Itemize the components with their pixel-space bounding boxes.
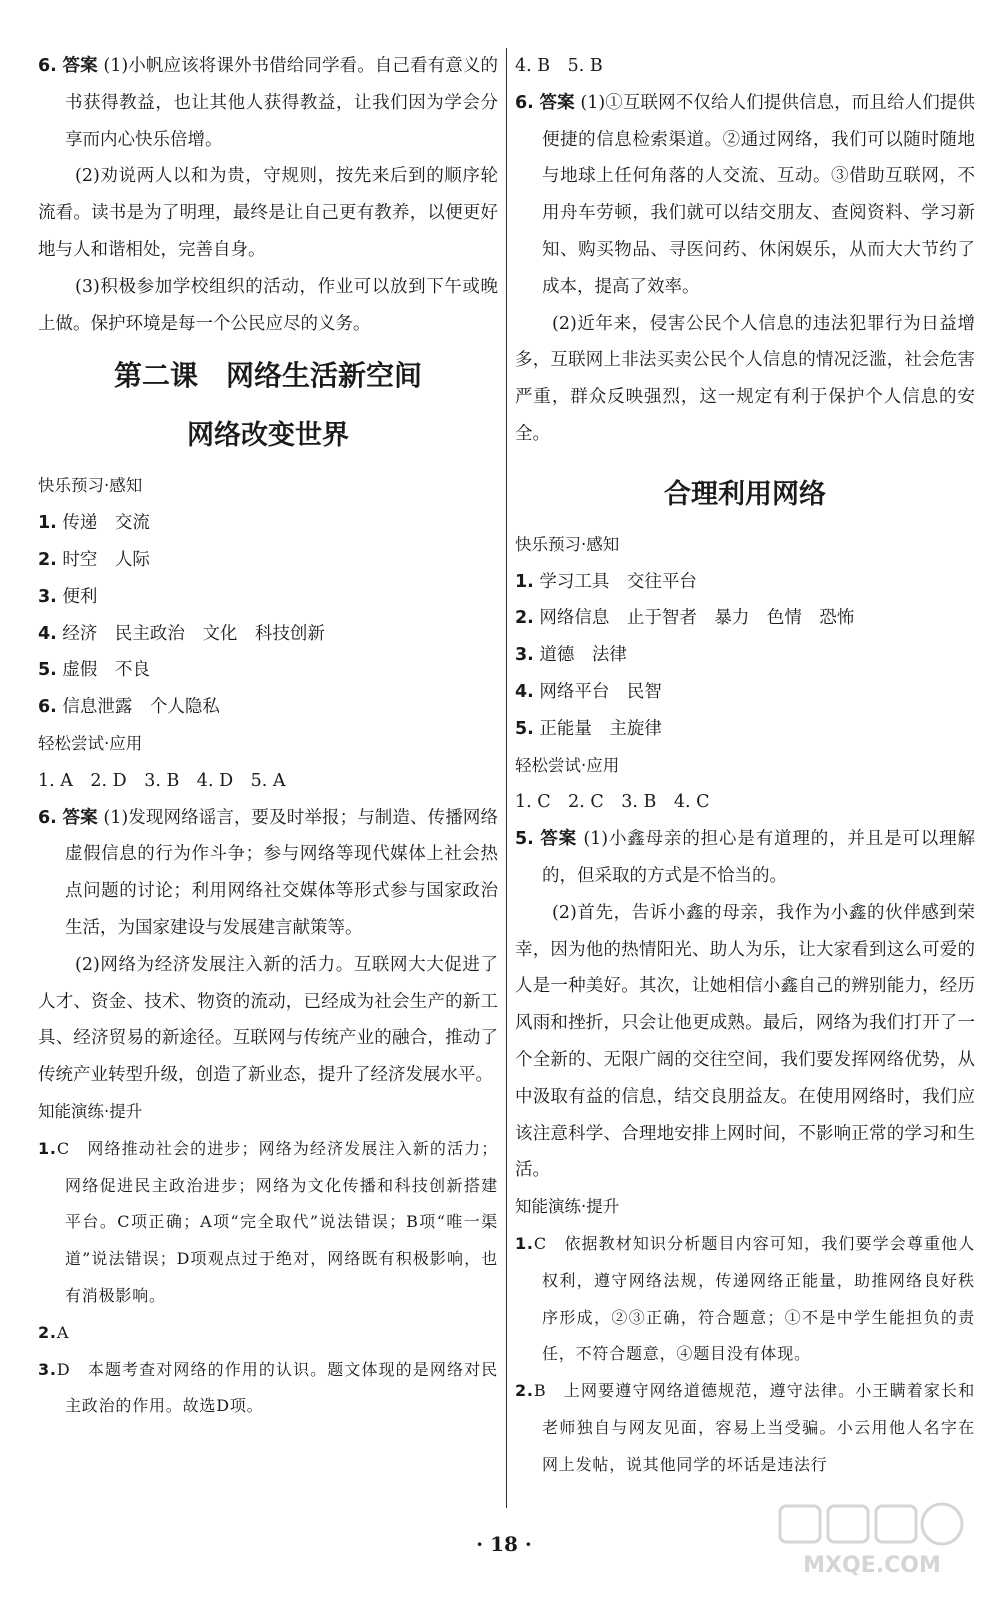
answer-label: 答案 xyxy=(540,829,577,850)
answer-paragraph: (3)积极参加学校组织的活动，作业可以放到下午或晚上做。保护环境是每一个公民应尽的义务。 xyxy=(38,276,498,334)
list-item: 2. 时空 人际 xyxy=(38,549,150,570)
question-number: 6. xyxy=(515,92,534,113)
svg-text:MXQE.COM: MXQE.COM xyxy=(803,1553,941,1578)
watermark-logo xyxy=(772,1500,972,1580)
answer-paragraph: (2)劝说两人以和为贵，守规则，按先来后到的顺序轮流看。读书是为了明理，最终是让自己更有教养，以便更好地与人和谐相处，完善自身。 xyxy=(38,166,498,260)
answer-text: (1)发现网络谣言，要及时举报；与制造、传播网络虚假信息的行为作斗争；参与网络等现代媒体上社会热点问题的讨论；利用网络社交媒体等形式参与国家政治生活，为国家建设与发展建言献策等。 xyxy=(65,807,498,938)
list-item: 3. 道德 法律 xyxy=(515,645,627,666)
answer-label: 答案 xyxy=(62,807,98,828)
topic-title: 网络改变世界 xyxy=(187,420,349,452)
section-heading-extension: 知能演练·提升 xyxy=(38,1101,143,1121)
answer-text: (1)小鑫母亲的担心是有道理的，并且是可以理解的，但采取的方式是不恰当的。 xyxy=(542,829,975,886)
answer-paragraph: (2)网络为经济发展注入新的活力。互联网大大促进了人才、资金、技术、物资的流动，已经成为社会生产的新工具、经济贸易的新途径。互联网与传统产业的融合，推动了传统产业转型升级，创造了新业态，提升了经济发展水平。 xyxy=(38,954,498,1086)
list-item: 4. 网络平台 民智 xyxy=(515,681,662,702)
page-number: · 18 · xyxy=(476,1532,532,1556)
answer-text: (1)①互联网不仅给人们提供信息，而且给人们提供便捷的信息检索渠道。②通过网络，我们可以随时随地与地球上任何角落的人交流、互动。③借助互联网，不用舟车劳顿，我们就可以结交朋友、查阅资料、学习新知、购买物品、寻医问药、休闲娱乐，从而大大节约了成本，提高了效率。 xyxy=(542,92,975,297)
question-number: 6. xyxy=(38,807,57,828)
answer-6 xyxy=(515,85,975,306)
list-item: 6. 信息泄露 个人隐私 xyxy=(38,697,220,718)
section-heading-preview: 快乐预习·感知 xyxy=(38,476,143,496)
right-column xyxy=(515,48,975,1483)
explained-answer: 1.C 网络推动社会的进步；网络为经济发展注入新的活力；网络促进民主政治进步；网络为文化传播和科技创新搭建平台。C项正确；A项“完全取代”说法错误；B项“唯一渠道”说法错误；D项观点过于绝对，网络既有积极影响，也有消极影响。 xyxy=(38,1138,498,1305)
list-item: 5. 正能量 主旋律 xyxy=(515,718,662,739)
answer-paragraph: (2)首先，告诉小鑫的母亲，我作为小鑫的伙伴感到荣幸，因为他的热情阳光、助人为乐，让大家看到这么可爱的人是一种美好。其次，让她相信小鑫自己的辨别能力，经历风雨和挫折，只会让他更成熟。最后，网络为我们打开了一个全新的、无限广阔的交往空间，我们要发挥网络优势，从中汲取有益的信息，结交良朋益友。在使用网络时，我们应该注意科学、合理地安排上网时间，不影响正常的学习和生活。 xyxy=(515,902,975,1181)
answer-5 xyxy=(515,821,975,895)
left-column xyxy=(38,48,498,1425)
list-item: 5. 虚假 不良 xyxy=(38,660,150,681)
list-item: 2. 网络信息 止于智者 暴力 色情 恐怖 xyxy=(515,608,855,629)
column-divider xyxy=(506,48,507,1508)
answer-6 xyxy=(38,800,498,947)
explained-answer: 3.D 本题考查对网络的作用的认识。题文体现的是网络对民主政治的作用。故选D项。 xyxy=(38,1359,498,1416)
section-heading-extension: 知能演练·提升 xyxy=(515,1197,620,1217)
lesson-title: 第二课 网络生活新空间 xyxy=(113,359,422,393)
mc-answers: 4. B 5. B xyxy=(515,56,603,76)
section-heading-preview: 快乐预习·感知 xyxy=(515,534,620,554)
list-item: 1. 传递 交流 xyxy=(38,513,150,534)
explained-answer: 1.C 依据教材知识分析题目内容可知，我们要学会尊重他人权利，遵守网络法规，传递网络正能量，助推网络良好秩序形成，②③正确，符合题意；①不是中学生能担负的责任，不符合题意，④题目没有体现。 xyxy=(515,1233,975,1364)
section-heading-try: 轻松尝试·应用 xyxy=(38,733,143,753)
topic-title: 合理利用网络 xyxy=(664,478,826,510)
question-number: 6. xyxy=(38,56,57,76)
answer-label: 答案 xyxy=(62,56,98,76)
answer-label: 答案 xyxy=(539,92,575,113)
answer-paragraph: (2)近年来，侵害公民个人信息的违法犯罪行为日益增多，互联网上非法买卖公民个人信息的情况泛滥，社会危害严重，群众反映强烈，这一规定有利于保护个人信息的安全。 xyxy=(515,313,975,444)
list-item: 3. 便利 xyxy=(38,586,98,607)
answer-text: (1)小帆应该将课外书借给同学看。自己看有意义的书获得教益，也让其他人获得教益，让我们因为学会分享而内心快乐倍增。 xyxy=(65,56,498,150)
question-number: 5. xyxy=(515,829,534,850)
mc-answers: 1. C 2. C 3. B 4. C xyxy=(515,792,710,813)
explained-answer: 2.B 上网要遵守网络道德规范，遵守法律。小王瞒着家长和老师独自与网友见面，容易上当受骗。小云用他人名字在网上发帖，说其他同学的坏话是违法行 xyxy=(515,1381,975,1474)
list-item: 1. 学习工具 交往平台 xyxy=(515,571,697,592)
answer-6-previous xyxy=(38,48,498,158)
explained-answer: 2.A xyxy=(38,1322,70,1342)
list-item: 4. 经济 民主政治 文化 科技创新 xyxy=(38,623,325,644)
section-heading-try: 轻松尝试·应用 xyxy=(515,755,620,775)
mc-answers: 1. A 2. D 3. B 4. D 5. A xyxy=(38,770,286,791)
